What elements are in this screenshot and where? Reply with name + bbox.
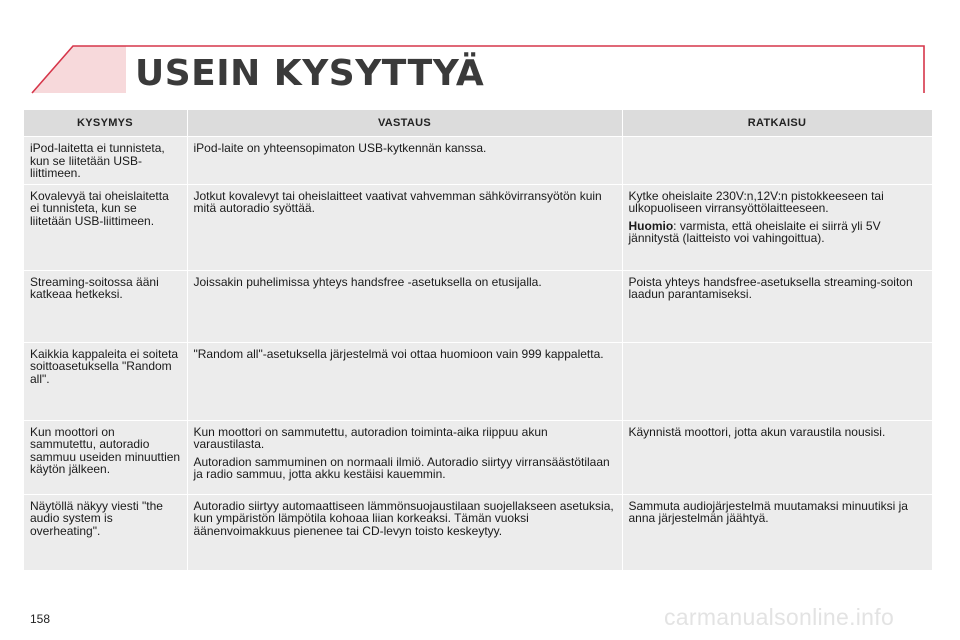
answer-cell xyxy=(187,270,622,342)
answer-paragraph: Kun moottori on sammutettu, autoradion toiminta-aika riippuu akun varaustilasta. xyxy=(193,424,548,451)
solution-cell xyxy=(622,184,932,270)
solution-paragraph: Kytke oheislaite 230V:n,12V:n pistokkeeseen tai ulkopuoliseen virransyöttölaitteeseen. xyxy=(628,188,884,215)
solution-paragraph: Poista yhteys handsfree-asetuksella streaming-soiton laadun parantamiseksi. xyxy=(628,274,913,301)
solution-cell xyxy=(622,137,932,185)
table-header-row xyxy=(24,110,933,137)
solution-cell xyxy=(622,270,932,342)
question-cell: Näytöllä näkyy viesti "the audio system is overheating". xyxy=(24,494,188,570)
table-row xyxy=(24,494,933,570)
column-header-solution: RATKAISU xyxy=(622,110,932,137)
answer-paragraph: iPod-laite on yhteensopimaton USB-kytkennän kanssa. xyxy=(193,141,487,155)
answer-paragraph: Autoradion sammuminen on normaali ilmiö. Autoradio siirtyy virransäästötilaan ja radio sammuu, jotta akku kestäisi kauemmin. xyxy=(193,454,610,481)
question-cell: Kaikkia kappaleita ei soiteta soittoasetuksella "Random all". xyxy=(24,342,188,420)
answer-paragraph: Joissakin puhelimissa yhteys handsfree -asetuksella on etusijalla. xyxy=(193,274,542,289)
question-cell: Kovalevyä tai oheislaitetta ei tunnisteta, kun se liitetään USB-liittimeen. xyxy=(24,184,188,270)
table-row xyxy=(24,342,933,420)
page-title: USEIN KYSYTTYÄ xyxy=(135,53,485,94)
answer-cell xyxy=(187,137,622,185)
question-cell: Streaming-soitossa ääni katkeaa hetkeksi. xyxy=(24,270,188,342)
answer-paragraph: Autoradio siirtyy automaattiseen lämmönsuojaustilaan suojellakseen asetuksia, kun ympäristön lämpötila kohoaa liian korkeaksi. Tämän vuoksi äänenvoimakkuus pienenee tai CD-levyn toisto keskeytyy. xyxy=(193,498,614,538)
faq-table xyxy=(23,110,933,571)
table-row xyxy=(24,420,933,494)
solution-paragraph: Sammuta audiojärjestelmä muutamaksi minuutiksi ja anna järjestelmän jäähtyä. xyxy=(628,498,908,525)
solution-cell xyxy=(622,494,932,570)
solution-cell xyxy=(622,420,932,494)
column-header-question: KYSYMYS xyxy=(24,110,188,137)
answer-paragraph: "Random all"-asetuksella järjestelmä voi ottaa huomioon vain 999 kappaletta. xyxy=(193,346,604,361)
solution-paragraph: Käynnistä moottori, jotta akun varaustila nousisi. xyxy=(628,424,886,439)
question-cell: Kun moottori on sammutettu, autoradio sammuu useiden minuuttien käytön jälkeen. xyxy=(24,420,188,494)
note-text: : varmista, että oheislaite ei siirrä yli 5V jännitystä (laitteisto voi vahingoittua). xyxy=(628,218,881,245)
answer-cell xyxy=(187,420,622,494)
note-label: Huomio xyxy=(628,218,674,233)
note-paragraph xyxy=(629,220,926,245)
answer-cell xyxy=(187,494,622,570)
answer-paragraph: Jotkut kovalevyt tai oheislaitteet vaativat vahvemman sähkövirransyötön kuin mitä autoradio syöttää. xyxy=(193,188,602,215)
table-row xyxy=(24,184,933,270)
column-header-answer: VASTAUS xyxy=(187,110,622,137)
watermark: carmanualsonline.info xyxy=(664,604,895,630)
table-row xyxy=(24,137,933,185)
solution-cell xyxy=(622,342,932,420)
table-row xyxy=(24,270,933,342)
page-number: 158 xyxy=(30,612,51,626)
question-cell: iPod-laitetta ei tunnisteta, kun se liitetään USB-liittimeen. xyxy=(24,137,188,185)
answer-cell xyxy=(187,184,622,270)
answer-cell xyxy=(187,342,622,420)
